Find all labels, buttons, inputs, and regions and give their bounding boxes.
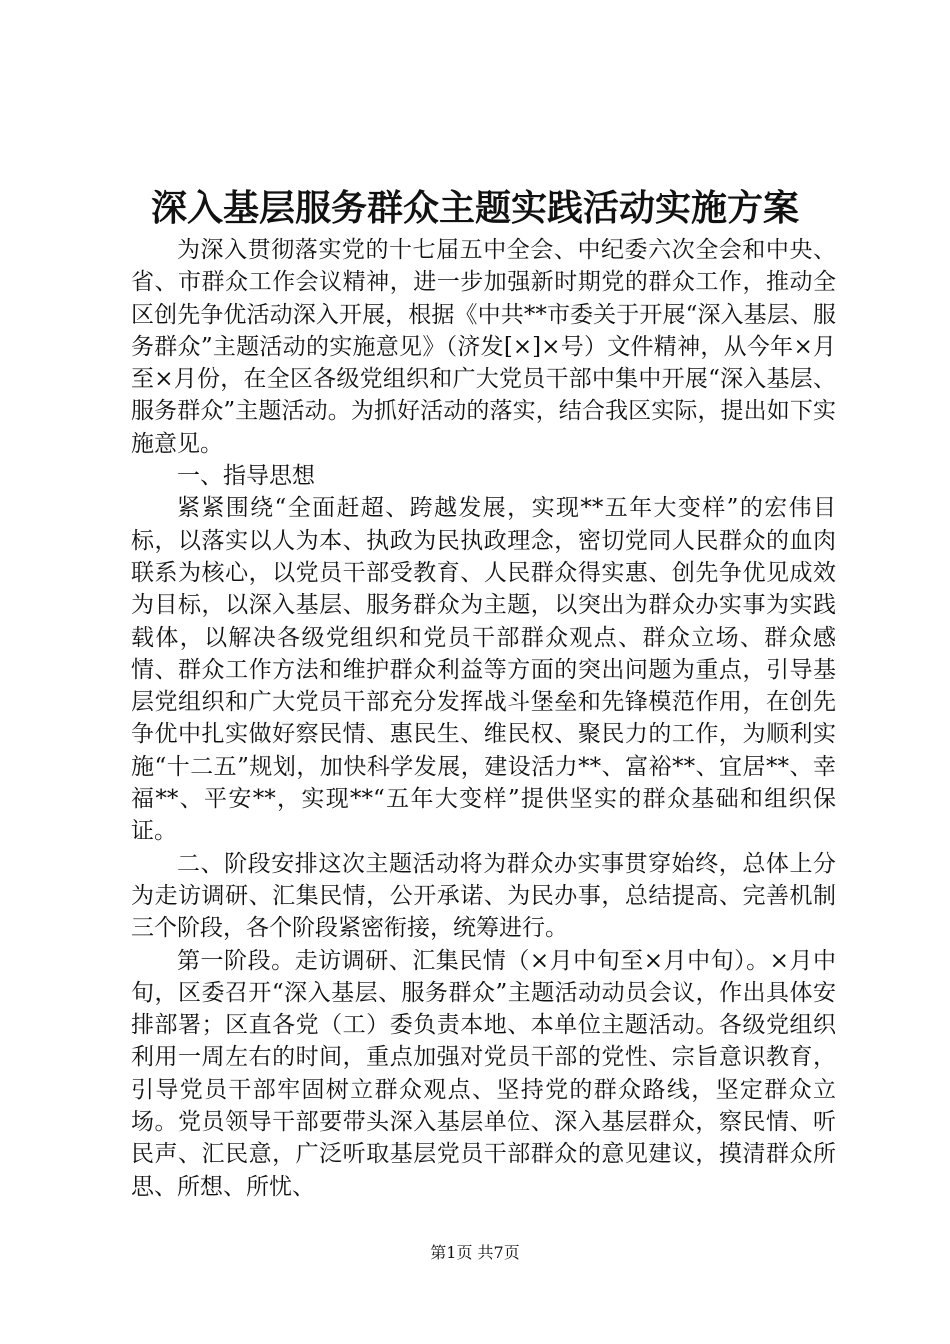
section-heading-guiding-thought: 一、指导思想 [177,463,315,490]
paragraph-stage-arrangement: 二、阶段安排这次主题活动将为群众办实事贯穿始终，总体上分为走访调研、汇集民情，公开承诺、为民办事，总结提高、完善机制三个阶段，各个阶段紧密衔接，统筹进行。 [131,850,836,942]
document-body [131,234,836,1203]
document-title: 深入基层服务群众主题实践活动实施方案 [150,187,799,229]
page-footer: 第1页 共7页 [430,1243,520,1262]
paragraph-stage-one: 第一阶段。走访调研、汇集民情（×月中旬至×月中旬）。×月中旬，区委召开“深入基层、服务群众”主题活动动员会议，作出具体安排部署；区直各党（工）委负责本地、本单位主题活动。各级党组织利用一周左右的时间，重点加强对党员干部的党性、宗旨意识教育，引导党员干部牢固树立群众观点、坚持党的群众路线，坚定群众立场。党员领导干部要带头深入基层单位、深入基层群众，察民情、听民声、汇民意，广泛听取基层党员干部群众的意见建议，摸清群众所思、所想、所忧、 [131,947,836,1200]
paragraph-guiding-thought: 紧紧围绕“全面赶超、跨越发展，实现**五年大变样”的宏伟目标，以落实以人为本、执政为民执政理念，密切党同人民群众的血肉联系为核心，以党员干部受教育、人民群众得实惠、创先争优见成效为目标，以深入基层、服务群众为主题，以突出为群众办实事为实践载体，以解决各级党组织和党员干部群众观点、群众立场、群众感情、群众工作方法和维护群众利益等方面的突出问题为重点，引导基层党组织和广大党员干部充分发挥战斗堡垒和先锋模范作用，在创先争优中扎实做好察民情、惠民生、维民权、聚民力的工作，为顺利实施“十二五”规划，加快科学发展，建设活力**、富裕**、宜居**、幸福**、平安**，实现**“五年大变样”提供坚实的群众基础和组织保证。 [131,495,836,845]
paragraph-intro: 为深入贯彻落实党的十七届五中全会、中纪委六次全会和中央、省、市群众工作会议精神，进一步加强新时期党的群众工作，推动全区创先争优活动深入开展，根据《中共**市委关于开展“深入基层、服务群众”主题活动的实施意见》（济发[×]×号）文件精神，从今年×月至×月份，在全区各级党组织和广大党员干部中集中开展“深入基层、服务群众”主题活动。为抓好活动的落实，结合我区实际，提出如下实施意见。 [131,237,836,457]
